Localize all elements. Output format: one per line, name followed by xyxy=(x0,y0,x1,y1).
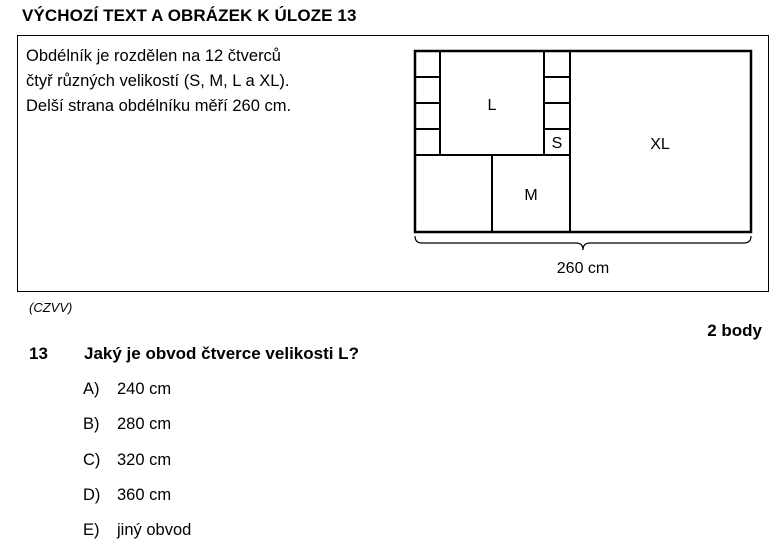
option-e[interactable] xyxy=(83,521,191,540)
label-xl: XL xyxy=(650,136,670,153)
intro-line-2: čtyř různých velikostí (S, M, L a XL). xyxy=(26,72,290,90)
option-a[interactable] xyxy=(83,380,171,399)
intro-line-3: Delší strana obdélníku měří 260 cm. xyxy=(26,97,292,115)
source-attribution: (CZVV) xyxy=(29,300,73,315)
option-text: 320 cm xyxy=(117,451,172,469)
option-letter: B) xyxy=(83,415,100,433)
section-heading: VÝCHOZÍ TEXT A OBRÁZEK K ÚLOZE 13 xyxy=(22,6,357,25)
option-letter: A) xyxy=(83,380,100,398)
dimension-brace xyxy=(415,236,751,250)
label-m: M xyxy=(524,187,538,204)
dimension-label: 260 cm xyxy=(556,260,610,277)
option-letter: E) xyxy=(83,521,100,539)
option-c[interactable] xyxy=(83,451,171,470)
option-text: 280 cm xyxy=(117,415,172,433)
outer-rectangle xyxy=(415,51,751,232)
label-s: S xyxy=(551,135,563,152)
option-d[interactable] xyxy=(83,486,171,505)
label-l: L xyxy=(487,97,497,114)
question-text: Jaký je obvod čtverce velikosti L? xyxy=(84,344,359,363)
intro-line-1: Obdélník je rozdělen na 12 čtverců xyxy=(26,47,281,65)
option-letter: D) xyxy=(83,486,101,504)
question-number: 13 xyxy=(29,344,48,363)
points-label: 2 body xyxy=(707,321,762,340)
option-text: 360 cm xyxy=(117,486,172,504)
option-text: 240 cm xyxy=(117,380,172,398)
option-letter: C) xyxy=(83,451,101,469)
option-text: jiný obvod xyxy=(117,521,192,539)
option-b[interactable] xyxy=(83,415,171,434)
